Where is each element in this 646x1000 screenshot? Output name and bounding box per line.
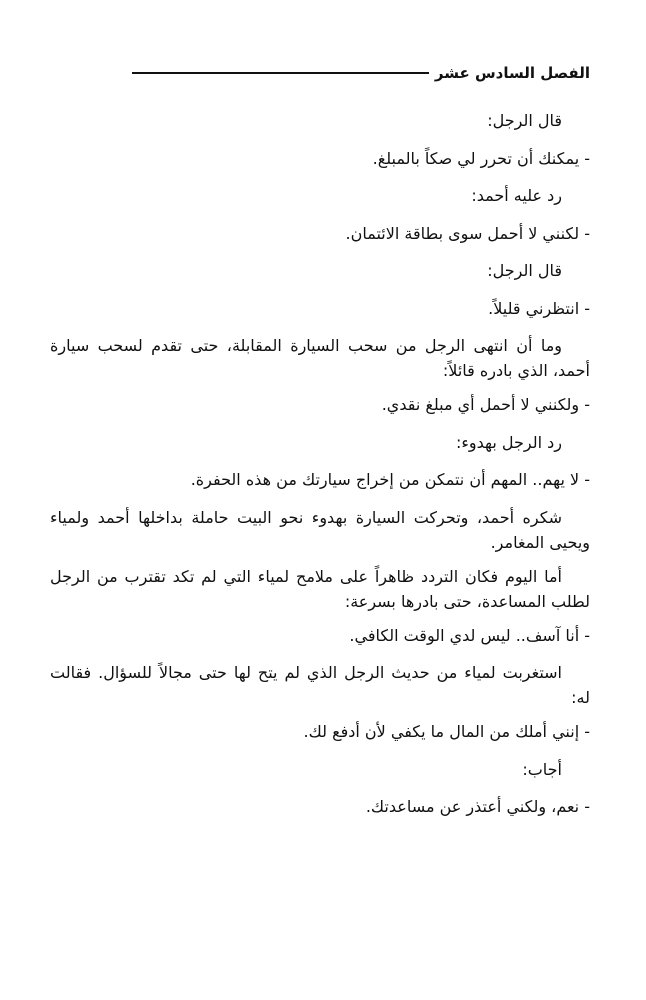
speaker-line: قال الرجل: [487, 261, 562, 280]
dialogue-line: - أنا آسف.. ليس لدي الوقت الكافي. [349, 625, 590, 645]
paragraph: استغربت لمياء من حديث الرجل الذي لم يتح لها حتى مجالاً للسؤال. فقالت له: [50, 663, 590, 707]
dialogue-line: - لا يهم.. المهم أن نتمكن من إخراج سيارتك من هذه الحفرة. [190, 470, 590, 489]
speaker-line: قال الرجل: [487, 111, 562, 130]
paragraph: أما اليوم فكان التردد ظاهراً على ملامح لمياء التي لم تكد تقترب من الرجل لطلب المساعدة، حتى بادرها بسرعة: [50, 566, 590, 611]
speaker-line: رد الرجل بهدوء: [455, 432, 562, 452]
dialogue-line: - لكنني لا أحمل سوى بطاقة الائتمان. [345, 223, 590, 243]
speaker-line: أجاب: [522, 759, 562, 779]
page-body [50, 108, 590, 832]
dialogue-line: - انتظرني قليلاً. [488, 298, 590, 318]
paragraph: شكره أحمد، وتحركت السيارة بهدوء نحو البيت حاملة بداخلها أحمد ولمياء ويحيى المغامر. [50, 507, 590, 552]
header-rule [132, 72, 429, 74]
dialogue-line: - يمكنك أن تحرر لي صكاً بالمبلغ. [372, 148, 590, 168]
paragraph: وما أن انتهى الرجل من سحب السيارة المقابلة، حتى تقدم لسحب سيارة أحمد، الذي بادره قائلاً: [50, 336, 590, 380]
dialogue-line: - ولكنني لا أحمل أي مبلغ نقدي. [381, 395, 590, 414]
chapter-title: الفصل السادس عشر [434, 64, 590, 82]
dialogue-line: - نعم، ولكني أعتذر عن مساعدتك. [365, 797, 590, 816]
speaker-line: رد عليه أحمد: [471, 186, 562, 205]
dialogue-line: - إنني أملك من المال ما يكفي لأن أدفع لك. [303, 722, 590, 741]
chapter-header [132, 58, 590, 88]
